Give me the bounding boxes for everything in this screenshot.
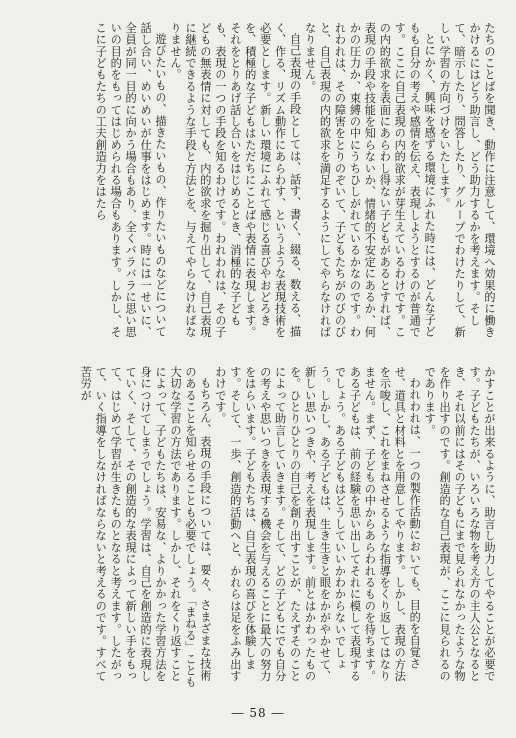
upper-paragraph-2: とにかく、興味を感ずる環境にふれた時には、どんな子どもも自分の考えや感情を伝え、表現しようとするのが普通です。ここに自己表現の内的欲求が芽生えているわけです。この内的欲求を表面にあらわし得ない子どもがあるとすれば、表現の手段や技能を知らないか、情緒的不安定にあるか、何かの圧力か、束縛の中にうちひしがれているかなのです。われわれは、その障害をとりのぞいて、子どもたちがのびのびと、自己表現の内的欲求を満足するようにしてやらなければなりません。	[303, 22, 437, 338]
lower-paragraph-3: もちろん、表現の手段については、要々、さまざまな技術のあることを知らせることも必要でしょう。「まねる」ことも大切な学習の方法であります。しかし、それをくり返すことによって、子どもたちは、安易な、よりかかった学習方法を身につけてしまうでしょう。学習は、自己を創造的に表現していく、そして、その創造的な表現によって新しい手をもって、はじめて学習が生きたものとなると考えます。したがって、いく指導をしなければならないと考えるのです。すべて苦労が	[79, 366, 212, 688]
lower-paragraph-1: かすことが出来るように、助言し助力してやることが必要です。子どもたちが、いろいろな物を考え方の主人公となるとき、それ以前にはその子どもにまで見られなかったような物を作り出すのです。創造的な自己表現が、ここに見られるのであります。	[423, 366, 496, 682]
lower-paragraph-2: われわれは、一つの製作活動においても、目的を自覚させ、道具と材料とを用意してやります。しかし、表現の方法を示唆し、これをまねさせるような指導をくり返してはなりません。まず、子どもの中からあらわれるものを待ちます。ある子どもは、前の経験を思い出してそれに模して表現するでしょう。ある子どもはどうしていいかわからないでしょう。しかし、ある子どもは、生き生きと眼をかがやかせて、新しい思いつきや、考えを表現します。前とはかわったものを。ひとりひとりの自己を創り出すことが、たえずそのことによって助言していきます。そして、どの子どもにでも自分の考えや思いつきを表現する機会を与えることに最大の努力をはらいます。子どもたちは、自己表現の喜びを体験します。そして、一歩、創造的活動へと、かれらは足をふみ出すわけです。	[213, 366, 422, 682]
page-number: ― 58 ―	[231, 706, 285, 720]
upper-paragraph-4: 遊びたいもの、描きたいもの、作りたいものなどについて話し合い、めいめいが仕事をはじめます。時には一せいに、全員が同一目的に向かう場合もあり、全くバラバラに思い思いの目的をもってはじめられる場合もあります。しかし、そこに子どもたちの工夫創造力をはたら	[94, 22, 168, 338]
upper-text-block	[30, 22, 496, 345]
upper-paragraph-1: たちのことばを聞き、動作に注意して、環境へ効果的に働きかけるにはどう助言し、どう助力するかを考えます。そして、暗示したり、問答したり、グループでわけたりして、新しい学習の方向づけをいたします。	[438, 22, 496, 338]
upper-paragraph-3: 自己表現の手段としては、話す、書く、綴る、数える、描く、作る、リズム動作にあらわす、というような表現技術を必要とします。新しい環境にふれて感じる喜びやおどろきを、積極的な子どもはただちにことばや表情に表現します。それをとりあげ話し合いをはじめるとき、消極的な子どもも、表現の一つの手段を知るわけです。われわれは、その子どもの無表情に対しても、内的欲求を掘り出して、自己表現に継続できるような手段と方法とを、与えてやらなければなりません。	[168, 22, 302, 338]
lower-text-block	[30, 366, 496, 689]
